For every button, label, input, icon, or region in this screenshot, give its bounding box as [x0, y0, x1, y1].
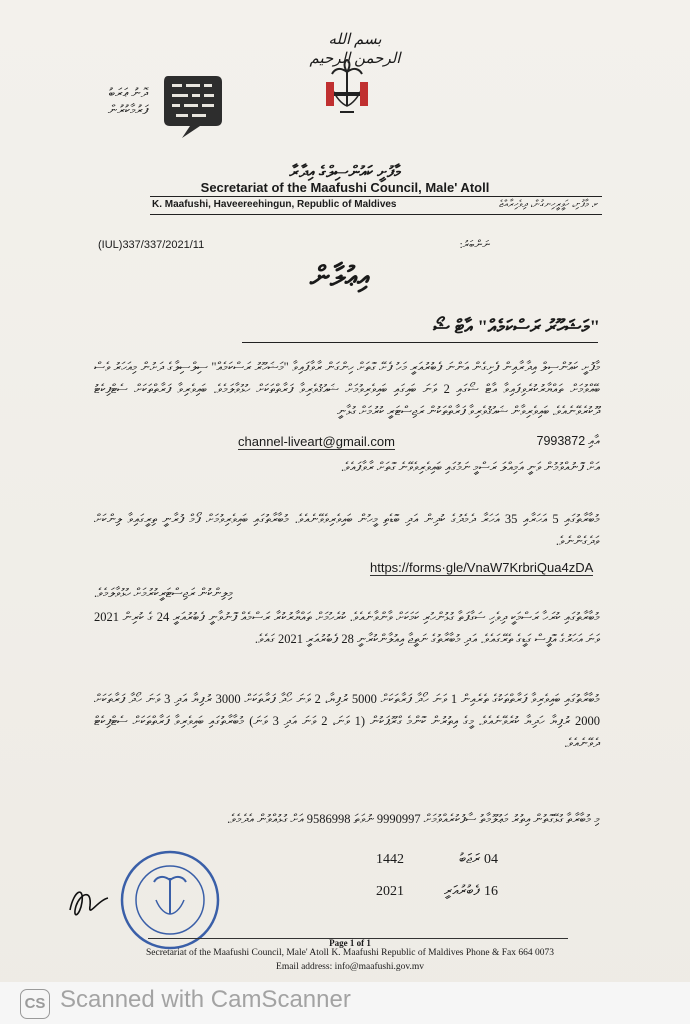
address-en: K. Maafushi, Haveereehingun, Republic of Maldives	[152, 199, 397, 210]
footer-address: Secretariat of the Maafushi Council, Male' Atoll K. Maafushi Republic of Maldives Phone & Fax 664 0073	[145, 948, 555, 958]
paragraph-5: މި މުބާރާތާ ގުޅޭގޮތުން އިތުރު މަޢުލޫމާތު ސާފުކުރެއްވުމަށް 9990997 ނުވަތަ 9586998 އަށް ގުޅުއްވުން އެދެމެވެ.	[227, 812, 600, 826]
address-divider	[150, 214, 602, 215]
paragraph-1-text: މާފުށީ ކައުންސިލް އިދާރާއިން ފެށިގެން އަންނަ ފެބުރުއަރީ މަހު ފެށޭ ގޮތަށް ހިންގަން ރާވާފައިވާ "މަޝަހޫރު ރަސްކަމެއް" ސިލްސިލާގެ ދަށުން މިއަހަރު ވެސް ބޭއްވުމަށް ތައްޔާރުކުރެވިފައިވާ އާޓް ޝޯގައި 2 ވަނަ ބައިގައި ބައިވެރިވުމަށް ޝައުޤުވެރިވާ ފަރާތްތަކަށް ހުޅުވާލަމެވެ. ބައިވެރިވާ ފަރާތްތަކަށް ސެޓްފިކެޓު ދޫކުރެވޭނެއެވެ. ބައިވެރިވާން ޝައުޤުވެރިވާ ފަރާތްތަކުން ރަޖިސްޓަރީ ކުރުމަށް ގުޅާނީ	[94, 360, 600, 418]
document-subtitle-dv: "މަޝަހޫރު ރަސްކަމެއް" އާޓް ޝޯ	[433, 317, 600, 338]
document-title-dv: އިޢުލާން	[309, 262, 371, 293]
paragraph-2: މުބާރާތުގައި 5 އަހަރާއި 35 އަހަރާ ދެމެދުގެ ކުދިން އަދި ބޮޑެތި މީހުން ބައިވެރިވެވޭނެއެވެ. މުބާރާތުގައި ބައިވެރިވުމަށް ފޯމް ފުރާނީ ތިރީގައިވާ ލިންކަށް ވަދެގެންނެވެ.	[94, 512, 600, 548]
signature-icon	[64, 880, 114, 926]
paragraph-3: މުބާރާތުގައި ކުރަހާ ރަސްމަކީ ދިވެހި ސަގާފަތާ ގުޅުންހުރި ކަމަކަށް ވާންވާނެއެވެ. ކުރެހުމަށް ތައްޔާރުކުރާ ރަސްމެއް ފޮނުވާނީ ފެބުރުއަރީ 24 ގެ ކުރިން 2021 ވަނަ އަހަރުގެ އޮފީސް ގަޑީގެ ތެރޭގައެވެ. އަދި މުބާރާތުގެ ނަތީޖާ އިއުލާންކުރާނީ 28 ފެބުރުއަރީ 2021 ގައެވެ.	[94, 610, 600, 646]
page-number: Page 1 of 1	[329, 938, 371, 948]
council-stamp-icon	[118, 848, 222, 952]
camscanner-logo-icon: CS	[20, 989, 50, 1019]
reference-number: (IUL)337/337/2021/11	[98, 239, 205, 251]
hijri-year: 1442	[376, 852, 404, 867]
gregorian-year: 2021	[376, 884, 404, 899]
contact-email-link[interactable]: channel-liveart@gmail.com	[238, 434, 395, 449]
paragraph-4: މުބާރާތުގައި ބައިވެރިވާ ފަރާތްތަކުގެ ތެރެއިން 1 ވަނަ ހޯދާ ފަރާތަކަށް 5000 ރުފިޔާ، 2 ވަނަ ހޯދާ ފަރާތަކަށް 3000 ރުފިޔާ އަދި 3 ވަނަ ހޯދާ ފަރާތަކަށް 2000 ރުފިޔާ ހަދިޔާ ކުރެވޭނެއެވެ. މީގެ އިތުރުން ކޮންމެ ގްރޫޕަކުން (1 ވަނަ، 2 ވަނަ އަދި 3 ވަނަ) މުބާރާތުގައި ބައިވެރިވާ ފަރާތްތަކަށް ސެޓްފިކެޓް ދެވޭނެއެވެ.	[94, 692, 600, 750]
gregorian-day: 16	[484, 884, 498, 899]
header-title-en: Secretariat of the Maafushi Council, Male' Atoll	[200, 180, 490, 195]
header-divider	[150, 196, 602, 197]
national-emblem-icon	[322, 54, 372, 120]
logo-caption-dv: ދޮނު ޢަރަބު ފަރުމާކުރުން	[107, 85, 148, 117]
council-logo-icon	[160, 70, 226, 140]
footer-email: Email address: info@maafushi.gov.mv	[276, 962, 424, 972]
paragraph-1	[94, 356, 600, 422]
subtitle-underline	[242, 342, 598, 343]
paragraph-1-contact: އާއި 7993872	[536, 434, 600, 448]
paragraph-1-tail: އަށް ފޮނުއްވުމުން ވަނީ އަމިއްލަ ރަސްމީ ނަމުގައި ބައިވެރިވެވޭނެ ގޮތަށް ރާވާފައެވެ.	[340, 460, 600, 474]
address-dv: ކ. މާފުށި، ހަވީރީހިނގުން، ދިވެހިރާއްޖެ	[499, 199, 598, 210]
gregorian-month: ފެބުރުއަރީ	[444, 884, 480, 899]
camscanner-text: Scanned with CamScanner	[60, 986, 351, 1013]
registration-form-link[interactable]: https://forms·gle/VnaW7KrbriQua4zDA	[370, 560, 594, 575]
header-title-dv: މާފުށީ ކައުންސިލްގެ އިދާރާ	[289, 164, 401, 181]
phone-number: 7993872	[536, 434, 586, 448]
reference-label-dv: ނަންބަރު:	[459, 239, 490, 251]
hijri-month: ރަޖަބު	[459, 852, 480, 867]
hijri-day: 04	[484, 852, 498, 867]
paragraph-2-tail: މިލިންކުން ރަޖިސްޓަރީކުރުމަށް ހުޅުވާލަމެވެ.	[94, 586, 233, 600]
bismillah-text: بسم الله الرحمن الرحيم	[309, 32, 401, 67]
